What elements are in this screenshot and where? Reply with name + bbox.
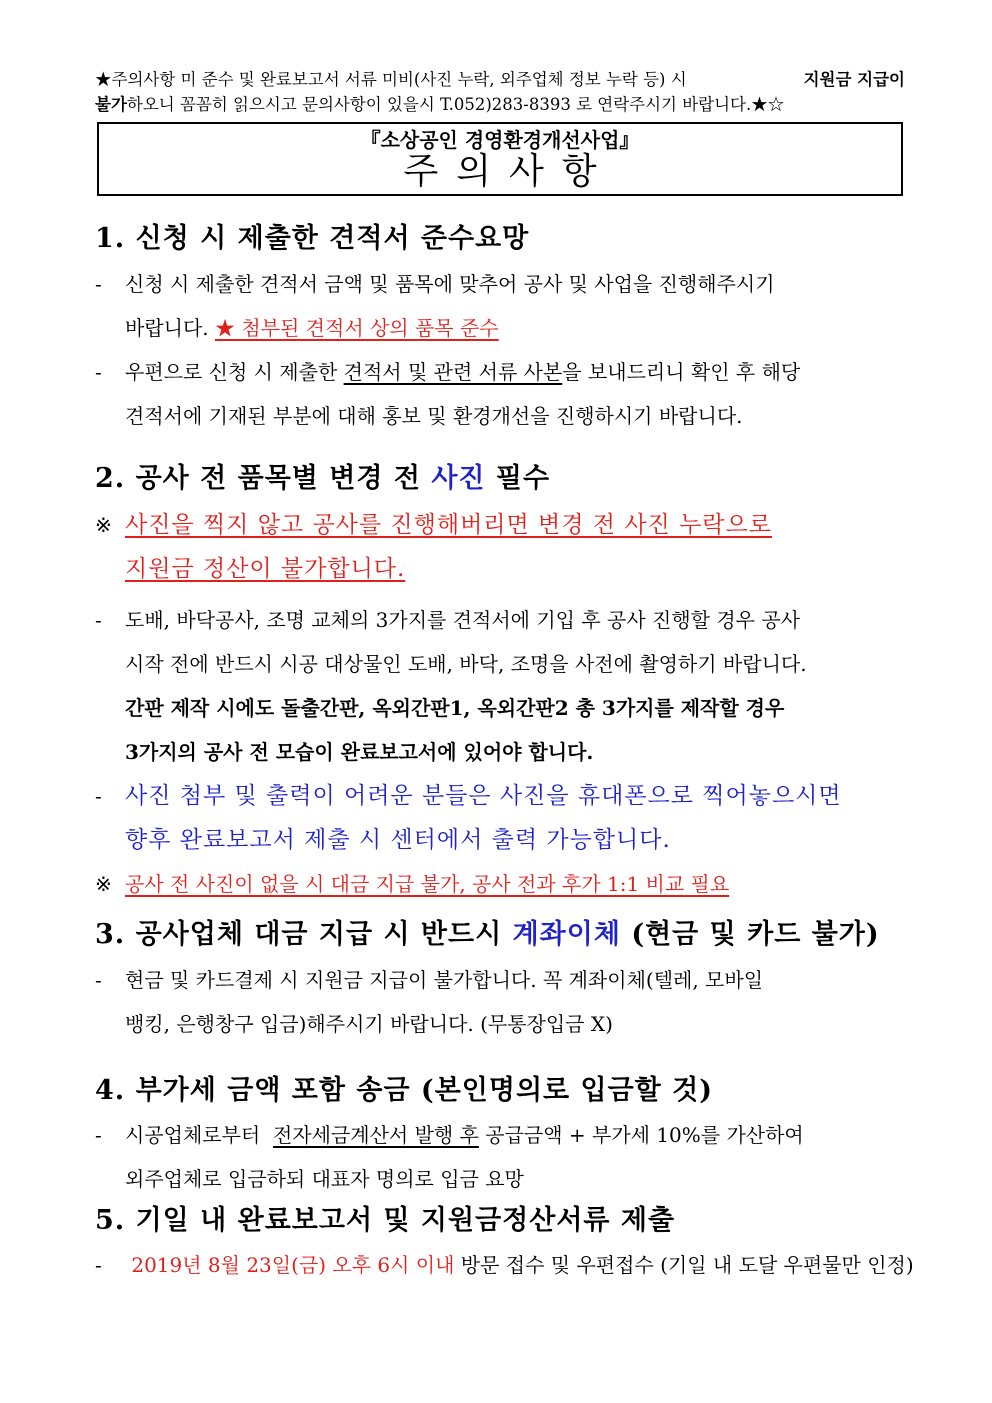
dash: - [95, 784, 102, 808]
dash: - [95, 1123, 102, 1147]
dash: - [95, 1253, 102, 1277]
section-3-body: - 현금 및 카드결제 시 지원금 지급이 불가합니다. 꼭 계좌이체(텔레, 모바일 뱅킹, 은행창구 입금)해주시기 바랍니다. (무통장입금 X) [95, 958, 900, 1046]
section-4-body: - 시공업체로부터 전자세금계산서 발행 후 공급금액 + 부가세 10%를 가산하여 외주업체로 입금하되 대표자 명의로 입금 요망 [95, 1113, 900, 1201]
section-1-heading: 1. 신청 시 제출한 견적서 준수요망 [95, 223, 530, 254]
document-subtitle: 『소상공인 경영환경개선사업』 [360, 128, 640, 152]
notice-line2: 하오니 꼼꼼히 읽으시고 문의사항이 있을시 T.052)283-8393 로 연락주시기 바랍니다.★☆ [126, 95, 785, 114]
notice-emphasis: 지원금 지급이 [803, 70, 905, 89]
notice-emphasis-2: 불가 [95, 95, 127, 114]
photo-required-note: 공사 전 사진이 없을 시 대금 지급 불가, 공사 전과 후가 1:1 비교 필요 [125, 872, 730, 896]
reference-mark-icon: ※ [95, 872, 112, 896]
reference-mark-icon: ※ [95, 513, 112, 537]
dash: - [95, 360, 102, 384]
section-2-heading: 2. 공사 전 품목별 변경 전 사진 필수 [95, 463, 551, 494]
section-4-heading: 4. 부가세 금액 포함 송금 (본인명의로 입금할 것) [95, 1075, 714, 1106]
dash: - [95, 272, 102, 296]
dash: - [95, 968, 102, 992]
section-3-heading: 3. 공사업체 대금 지급 시 반드시 계좌이체 (현금 및 카드 불가) [95, 919, 880, 950]
notice-line1: ★주의사항 미 준수 및 완료보고서 서류 미비(사진 누락, 외주업체 정보 누락 등) 시 [95, 70, 687, 89]
dash: - [95, 608, 102, 632]
section-5-body: - 2019년 8월 23일(금) 오후 6시 이내 방문 접수 및 우편접수 (기일 내 도달 우편물만 인정) [95, 1243, 900, 1287]
estimate-compliance-note: ★ 첨부된 견적서 상의 품목 준수 [215, 316, 499, 340]
title-box [97, 122, 903, 196]
section-2-warning: ※ 사진을 찍지 않고 공사를 진행해버리면 변경 전 사진 누락으로 지원금 정산이 불가합니다. [95, 503, 900, 591]
section-1-body: - 신청 시 제출한 견적서 금액 및 품목에 맞추어 공사 및 사업을 진행해주시기 바랍니다. ★ 첨부된 견적서 상의 품목 준수 - 우편으로 신청 시 제출한 견적서 및 관련 서류 사본 을 보내드리니 확인 후 해당 견적서에 기재된 부분에 대해 홍보 및 환경개선을 진행하시기 바랍니다. [95, 262, 900, 438]
section-2-body: - 도배, 바닥공사, 조명 교체의 3가지를 견적서에 기입 후 공사 진행할 경우 공사 시작 전에 반드시 시공 대상물인 도배, 바닥, 조명을 사전에 촬영하기 바랍니다. 간판 제작 시에도 돌출간판, 옥외간판1, 옥외간판2 총 3가지를 제작할 경우 3가지의 공사 전 모습이 완료보고서에 있어야 합니다. - 사진 첨부 및 출력이 어려운 분들은 사진을 휴대폰으로 찍어놓으시면 향후 완료보고서 제출 시 센터에서 출력 가능합니다. ※ 공사 전 사진이 없을 시 대금 지급 불가, 공사 전과 후가 1:1 비교 필요 [95, 598, 900, 906]
deadline: 2019년 8월 23일(금) 오후 6시 이내 [131, 1253, 455, 1277]
page-title: 주의사항 [403, 151, 615, 192]
section-5-heading: 5. 기일 내 완료보고서 및 지원금정산서류 제출 [95, 1205, 676, 1236]
top-notice [95, 67, 905, 117]
